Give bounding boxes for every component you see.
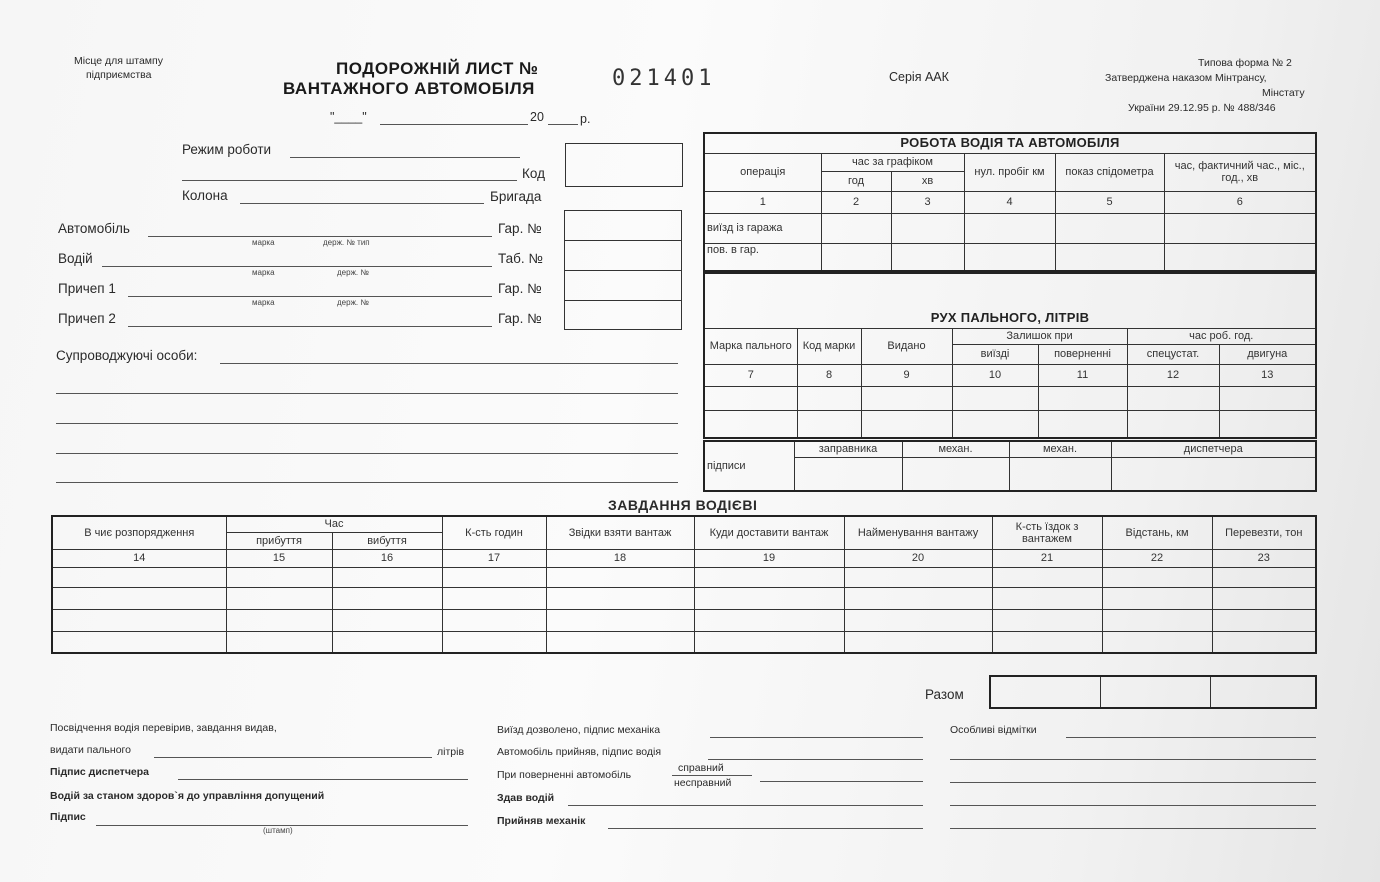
accepted-mechanic-label: Прийняв механік (497, 815, 586, 827)
col-task-hours: К-сть годин (442, 516, 546, 549)
task-table-title: ЗАВДАННЯ ВОДІЄВІ (608, 497, 758, 513)
cell[interactable] (546, 587, 694, 609)
cell[interactable] (1212, 631, 1316, 653)
stamp-note: (штамп) (263, 826, 293, 835)
cert-checked-label: Посвідчення водія перевірив, завдання видав, (50, 722, 277, 734)
cell[interactable] (332, 631, 442, 653)
cell[interactable] (821, 213, 891, 243)
cell[interactable] (704, 386, 797, 410)
col-arrival: прибуття (226, 532, 332, 549)
cell[interactable] (546, 609, 694, 631)
col-special: спецустат. (1127, 344, 1219, 364)
cell[interactable] (704, 410, 797, 438)
num-18: 18 (546, 549, 694, 567)
col-distance: Відстань, км (1102, 516, 1212, 549)
cell[interactable] (861, 410, 952, 438)
row-return: пов. в гар. (704, 243, 821, 271)
num-17: 17 (442, 549, 546, 567)
col-to: Куди доставити вантаж (694, 516, 844, 549)
escorts-line-2[interactable] (56, 393, 678, 394)
num-4: 4 (964, 191, 1055, 213)
form-note-1: Типова форма № 2 (1198, 57, 1292, 69)
cell[interactable] (546, 631, 694, 653)
trailer2-gar-label: Гар. № (498, 311, 542, 326)
col-return: поверненні (1038, 344, 1127, 364)
cell[interactable] (992, 567, 1102, 587)
tab-no-label: Таб. № (498, 251, 543, 266)
num-12: 12 (1127, 364, 1219, 386)
total-trips-cell[interactable] (990, 676, 1100, 708)
car-line[interactable] (148, 236, 492, 237)
work-table (703, 132, 1317, 272)
column-line[interactable] (240, 203, 484, 204)
sig-cell[interactable] (1111, 457, 1316, 491)
cell[interactable] (992, 631, 1102, 653)
col-trips: К-сть їздок з вантажем (992, 516, 1102, 549)
cell[interactable] (694, 609, 844, 631)
num-22: 22 (1102, 549, 1212, 567)
trailer1-sub-1: марка (252, 298, 275, 307)
sig-cell[interactable] (902, 457, 1009, 491)
cell[interactable] (797, 410, 861, 438)
col-worktime: час роб. год. (1127, 328, 1316, 344)
form-title-line2: ВАНТАЖНОГО АВТОМОБІЛЯ (283, 79, 535, 98)
fuel-issue-line[interactable] (154, 757, 432, 758)
sig-refueler: заправника (794, 441, 902, 457)
cell[interactable] (964, 243, 1055, 271)
sig-mechanic-1: механ. (902, 441, 1009, 457)
date-year: 20 (530, 110, 544, 124)
cell[interactable] (52, 631, 226, 653)
num-11: 11 (1038, 364, 1127, 386)
col-remainder: Залишок при (952, 328, 1127, 344)
car-sub-plate: держ. № тип (323, 238, 370, 247)
cell[interactable] (844, 587, 992, 609)
box-divider-3 (564, 300, 682, 301)
row-depart: виїзд із гаража (704, 213, 821, 243)
cell[interactable] (952, 386, 1038, 410)
cell[interactable] (964, 213, 1055, 243)
date-month-line[interactable] (380, 124, 528, 125)
col-time: Час (226, 516, 442, 532)
num-1: 1 (704, 191, 821, 213)
escorts-label: Супроводжуючі особи: (56, 348, 198, 363)
cell[interactable] (52, 609, 226, 631)
sig-dispatcher: диспетчера (1111, 441, 1316, 457)
car-accepted-label: Автомобіль прийняв, підпис водія (497, 746, 662, 758)
cell[interactable] (226, 587, 332, 609)
num-20: 20 (844, 549, 992, 567)
cell[interactable] (226, 567, 332, 587)
col-from: Звідки взяти вантаж (546, 516, 694, 549)
sig-cell[interactable] (1009, 457, 1111, 491)
series-label: Серія ААК (889, 70, 949, 84)
stamp-place-label-2: підприємства (86, 69, 152, 81)
dispatcher-sign-label: Підпис диспетчера (50, 766, 150, 778)
cell[interactable] (1212, 609, 1316, 631)
cell[interactable] (952, 410, 1038, 438)
trailer1-label: Причеп 1 (58, 281, 116, 296)
cell[interactable] (694, 567, 844, 587)
escorts-line-3[interactable] (56, 423, 678, 424)
trailer2-label: Причеп 2 (58, 311, 116, 326)
driver-sub-1: марка (252, 268, 275, 277)
cell[interactable] (442, 631, 546, 653)
trailer1-line[interactable] (128, 296, 492, 297)
date-day: "____" (330, 110, 367, 124)
num-21: 21 (992, 549, 1102, 567)
special-marks-line-5[interactable] (950, 828, 1316, 829)
cell[interactable] (1102, 609, 1212, 631)
cell[interactable] (226, 609, 332, 631)
special-marks-line-4[interactable] (950, 805, 1316, 806)
col-hours: год (821, 171, 891, 191)
cell[interactable] (442, 567, 546, 587)
cell[interactable] (52, 567, 226, 587)
cell[interactable] (1102, 587, 1212, 609)
handed-driver-line[interactable] (568, 805, 923, 806)
cell[interactable] (992, 587, 1102, 609)
cell[interactable] (891, 243, 964, 271)
car-sub-brand: марка (252, 238, 275, 247)
code-box[interactable] (565, 143, 683, 187)
signatures-table (703, 440, 1317, 492)
cell[interactable] (1127, 386, 1219, 410)
stamp-place-label: Місце для штампу (74, 55, 163, 67)
col-cargo-name: Найменування вантажу (844, 516, 992, 549)
serviceable-divider (672, 775, 752, 776)
cell[interactable] (797, 386, 861, 410)
total-table (989, 675, 1317, 709)
cell[interactable] (861, 386, 952, 410)
box-divider-2 (564, 270, 682, 271)
cell[interactable] (546, 567, 694, 587)
col-order: В чиє розпорядження (52, 516, 226, 549)
serial-number: 021401 (612, 66, 716, 91)
col-tons: Перевезти, тон (1212, 516, 1316, 549)
fuel-table (703, 272, 1317, 439)
cell[interactable] (1164, 243, 1316, 271)
col-schedule: час за графіком (821, 153, 964, 171)
cell[interactable] (1127, 410, 1219, 438)
cell[interactable] (821, 243, 891, 271)
accepted-mechanic-line[interactable] (608, 828, 923, 829)
escorts-line-4[interactable] (56, 453, 678, 454)
col-fuel-brand: Марка пального (704, 328, 797, 364)
num-10: 10 (952, 364, 1038, 386)
exit-allowed-label: Виїзд дозволено, підпис механіка (497, 724, 661, 736)
code-label: Код (522, 166, 545, 181)
serviceable-option[interactable]: справний (678, 762, 724, 774)
num-23: 23 (1212, 549, 1316, 567)
brigade-label: Бригада (490, 189, 542, 204)
signatures-label: підписи (704, 441, 794, 491)
col-speedometer: показ спідометра (1055, 153, 1164, 191)
cell[interactable] (1102, 631, 1212, 653)
sig-cell[interactable] (794, 457, 902, 491)
work-table-title: РОБОТА ВОДІЯ ТА АВТОМОБІЛЯ (704, 133, 1316, 153)
cell[interactable] (52, 587, 226, 609)
driver-label: Водій (58, 251, 93, 266)
cell[interactable] (1038, 386, 1127, 410)
box-divider-1 (564, 240, 682, 241)
num-15: 15 (226, 549, 332, 567)
total-tons-cell[interactable] (1210, 676, 1316, 708)
trailer1-sub-2: держ. № (337, 298, 369, 307)
special-marks-line-3[interactable] (950, 782, 1316, 783)
cell[interactable] (332, 567, 442, 587)
cell[interactable] (226, 631, 332, 653)
on-return-label: При поверненні автомобіль (497, 769, 632, 781)
col-engine: двигуна (1219, 344, 1316, 364)
car-accepted-line[interactable] (708, 759, 923, 760)
cell[interactable] (1212, 587, 1316, 609)
form-note-4: України 29.12.95 р. № 488/346 (1128, 102, 1276, 114)
total-label: Разом (925, 687, 964, 702)
dispatcher-sign-line[interactable] (178, 779, 468, 780)
date-suffix: р. (580, 112, 591, 126)
trailer2-line[interactable] (128, 326, 492, 327)
num-9: 9 (861, 364, 952, 386)
num-19: 19 (694, 549, 844, 567)
cell[interactable] (1219, 386, 1316, 410)
sig-mechanic-2: механ. (1009, 441, 1111, 457)
cell[interactable] (332, 587, 442, 609)
cell[interactable] (891, 213, 964, 243)
cell[interactable] (1055, 213, 1164, 243)
num-7: 7 (704, 364, 797, 386)
escorts-line-5[interactable] (56, 482, 678, 483)
special-marks-label: Особливі відмітки (950, 724, 1037, 736)
num-3: 3 (891, 191, 964, 213)
cell[interactable] (442, 587, 546, 609)
col-minutes: хв (891, 171, 964, 191)
fuel-issue-label: видати пального (50, 744, 131, 756)
form-note-2: Затверджена наказом Мінтрансу, (1105, 72, 1267, 84)
driver-sub-2: держ. № (337, 268, 369, 277)
cell[interactable] (1212, 567, 1316, 587)
car-gar-label: Гар. № (498, 221, 542, 236)
mode-line[interactable] (290, 157, 520, 158)
cell[interactable] (694, 631, 844, 653)
date-year-line[interactable] (548, 124, 578, 125)
cell[interactable] (1038, 410, 1127, 438)
col-zero-run: нул. пробіг км (964, 153, 1055, 191)
form-title-line1: ПОДОРОЖНІЙ ЛИСТ № (336, 59, 539, 78)
cell[interactable] (844, 631, 992, 653)
form-note-3: Мінстату (1262, 87, 1305, 99)
num-5: 5 (1055, 191, 1164, 213)
special-marks-line-2[interactable] (950, 759, 1316, 760)
num-13: 13 (1219, 364, 1316, 386)
cell[interactable] (1164, 213, 1316, 243)
cell[interactable] (1219, 410, 1316, 438)
driver-line[interactable] (102, 266, 492, 267)
cell[interactable] (332, 609, 442, 631)
cell[interactable] (844, 609, 992, 631)
cell[interactable] (1055, 243, 1164, 271)
cell[interactable] (992, 609, 1102, 631)
column-label: Колона (182, 188, 228, 203)
col-operation: операція (704, 153, 821, 191)
handed-driver-label: Здав водій (497, 792, 555, 804)
col-issued: Видано (861, 328, 952, 364)
exit-allowed-line[interactable] (710, 737, 923, 738)
trailer1-gar-label: Гар. № (498, 281, 542, 296)
unserviceable-option[interactable]: несправний (674, 777, 732, 789)
cell[interactable] (844, 567, 992, 587)
num-6: 6 (1164, 191, 1316, 213)
on-return-line[interactable] (760, 781, 923, 782)
task-table (51, 515, 1317, 654)
mode-line-2[interactable] (182, 180, 517, 181)
num-16: 16 (332, 549, 442, 567)
sign-label: Підпис (50, 811, 86, 823)
mode-label: Режим роботи (182, 142, 272, 157)
cell[interactable] (694, 587, 844, 609)
special-marks-line-1[interactable] (1066, 737, 1316, 738)
fuel-table-title: РУХ ПАЛЬНОГО, ЛІТРІВ (704, 273, 1316, 328)
car-label: Автомобіль (58, 221, 130, 236)
cell[interactable] (442, 609, 546, 631)
cell[interactable] (1102, 567, 1212, 587)
col-fuel-code: Код марки (797, 328, 861, 364)
liters-label: літрів (437, 746, 465, 758)
num-2: 2 (821, 191, 891, 213)
col-actual-time: час, фактичний час., міс., год., хв (1164, 153, 1316, 191)
health-label: Водій за станом здоров`я до управління допущений (50, 790, 325, 802)
escorts-line-1[interactable] (220, 363, 678, 364)
col-departure: виїзді (952, 344, 1038, 364)
total-distance-cell[interactable] (1100, 676, 1210, 708)
col-task-departure: вибуття (332, 532, 442, 549)
num-14: 14 (52, 549, 226, 567)
num-8: 8 (797, 364, 861, 386)
